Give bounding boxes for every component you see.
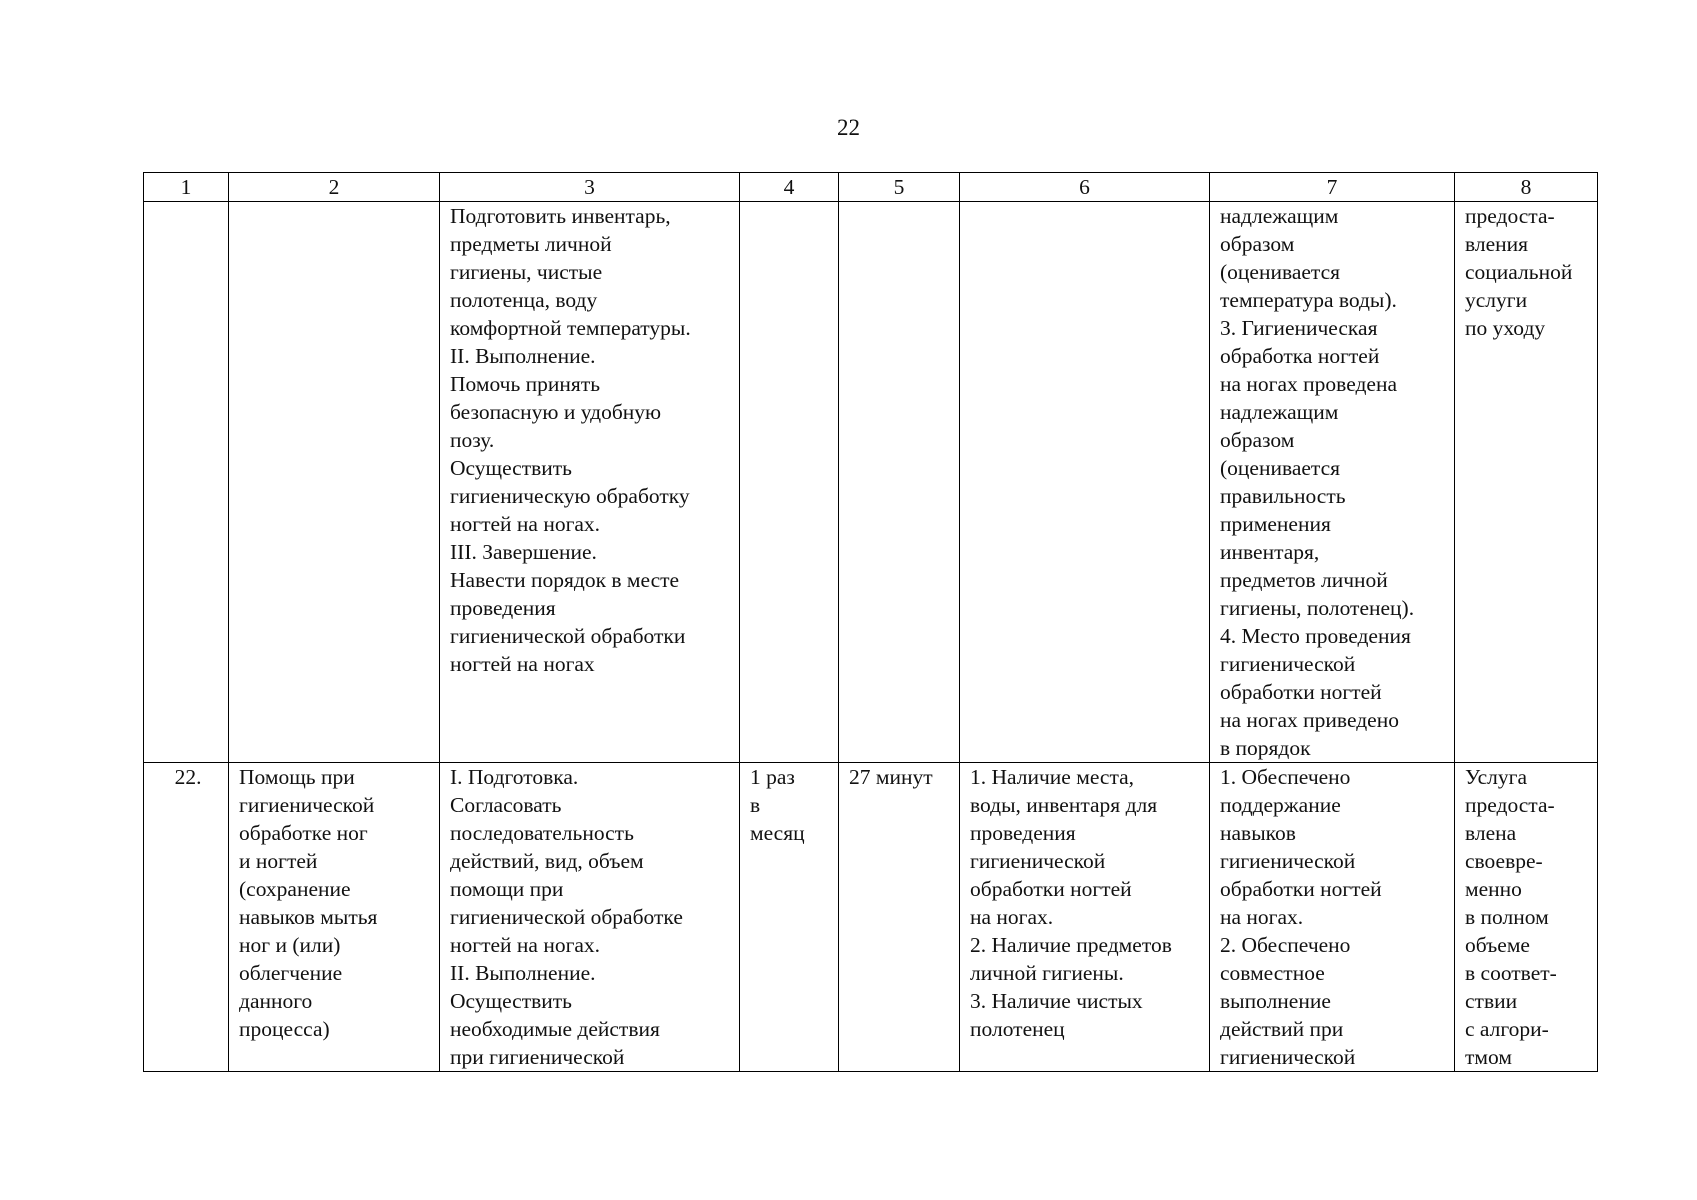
column-header-8: 8 [1455,173,1598,202]
column-header-1: 1 [144,173,229,202]
column-header-4: 4 [740,173,839,202]
cell-service-name: Помощь при гигиенической обработке ног и ногтей (сохранение навыков мытья ног и (или) облегчение данного процесса) [229,763,440,1072]
column-header-3: 3 [440,173,740,202]
table-row [144,763,1598,1072]
cell-duration: 27 минут [839,763,960,1072]
cell-conditions: 1. Наличие места, воды, инвентаря для проведения гигиенической обработки ногтей на ногах. 2. Наличие предметов личной гигиены. 3. Наличие чистых полотенец [960,763,1210,1072]
cell-number [144,202,229,763]
page-number: 22 [837,115,860,140]
cell-service-name [229,202,440,763]
cell-conditions [960,202,1210,763]
cell-number: 22. [144,763,229,1072]
cell-frequency: 1 раз в месяц [740,763,839,1072]
column-header-2: 2 [229,173,440,202]
column-header-5: 5 [839,173,960,202]
services-table [143,172,1598,1072]
cell-duration [839,202,960,763]
header-row [144,173,1598,202]
cell-frequency [740,202,839,763]
column-header-6: 6 [960,173,1210,202]
cell-service-description: Подготовить инвентарь, предметы личной гигиены, чистые полотенца, воду комфортной температуры. II. Выполнение. Помочь принять безопасную и удобную позу. Осуществить гигиеническую обработку ногтей на ногах. III. Завершение. Навести порядок в месте проведения гигиенической обработки ногтей на ногах [440,202,740,763]
cell-service-description: I. Подготовка. Согласовать последовательность действий, вид, объем помощи при гигиенической обработке ногтей на ногах. II. Выполнение. Осуществить необходимые действия при гигиенической [440,763,740,1072]
cell-quality-indicators: 1. Обеспечено поддержание навыков гигиенической обработки ногтей на ногах. 2. Обеспечено совместное выполнение действий при гигиенической [1210,763,1455,1072]
cell-evaluation: предоста- вления социальной услуги по уходу [1455,202,1598,763]
column-header-7: 7 [1210,173,1455,202]
cell-evaluation: Услуга предоста- влена своевре- менно в полном объеме в соответ- ствии с алгори- тмом [1455,763,1598,1072]
table-row [144,202,1598,763]
cell-quality-indicators: надлежащим образом (оценивается температура воды). 3. Гигиеническая обработка ногтей на ногах проведена надлежащим образом (оценивается правильность применения инвентаря, предметов личной гигиены, полотенец). 4. Место проведения гигиенической обработки ногтей на ногах приведено в порядок [1210,202,1455,763]
